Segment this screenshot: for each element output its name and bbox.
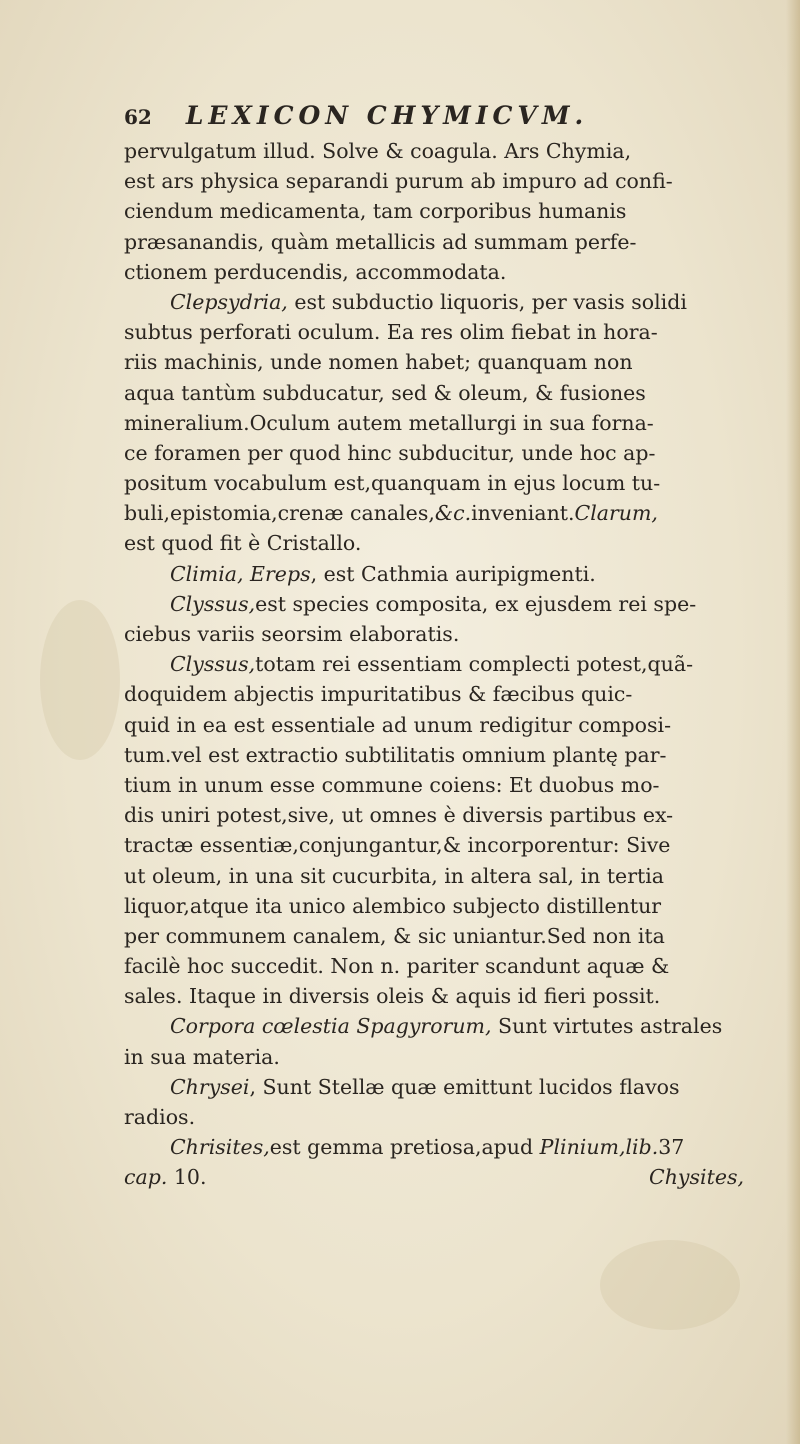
text-line bbox=[124, 378, 774, 408]
text-segment: subtus perforati oculum. Ea res olim fiebat in hora- bbox=[124, 320, 658, 345]
text-segment: ce foramen per quod hinc subducitur, unde hoc ap- bbox=[124, 440, 656, 465]
text-segment: , Sunt Stellæ quæ emittunt lucidos flavos bbox=[249, 1074, 680, 1099]
text-segment: aqua tantùm subducatur, sed & oleum, & fusiones bbox=[124, 380, 646, 405]
text-segment: ctionem perducendis, accommodata. bbox=[124, 259, 507, 284]
running-header bbox=[124, 96, 774, 136]
text-segment: inveniant. bbox=[471, 501, 575, 526]
text-segment: ciendum medicamenta, tam corporibus humanis bbox=[124, 199, 627, 224]
final-line bbox=[124, 1162, 744, 1192]
text-line bbox=[124, 559, 774, 589]
text-line bbox=[124, 1102, 774, 1132]
chapter-reference bbox=[124, 1162, 206, 1192]
text-line bbox=[124, 166, 774, 196]
text-segment: est gemma pretiosa,apud bbox=[269, 1135, 540, 1160]
text-line bbox=[124, 528, 774, 558]
page-text bbox=[124, 96, 774, 1193]
text-segment: radios. bbox=[124, 1105, 196, 1129]
text-segment: pervulgatum illud. Solve & coagula. Ars Chymia, bbox=[124, 139, 632, 163]
text-line bbox=[124, 861, 774, 891]
text-segment: est species composita, ex ejusdem rei spe- bbox=[255, 591, 697, 616]
text-segment: Sunt virtutes astrales bbox=[491, 1014, 723, 1039]
text-line bbox=[124, 317, 774, 347]
italic-term: Chrysei bbox=[170, 1074, 250, 1099]
text-segment: tractæ essentiæ,conjungantur,& incorporentur: Sive bbox=[124, 833, 671, 858]
text-segment: positum vocabulum est,quanquam in ejus locum tu- bbox=[124, 471, 661, 496]
text-segment: totam rei essentiam complecti potest,quã- bbox=[255, 652, 694, 677]
text-segment: facilè hoc succedit. Non n. pariter scandunt aquæ & bbox=[124, 954, 670, 979]
text-line bbox=[124, 589, 774, 619]
paper-stain bbox=[40, 600, 120, 760]
text-segment: doquidem abjectis impuritatibus & fæcibus quic- bbox=[124, 682, 633, 707]
text-line bbox=[124, 891, 774, 921]
italic-term: Clyssus, bbox=[170, 591, 256, 616]
text-line bbox=[124, 1072, 774, 1102]
text-line bbox=[124, 710, 774, 740]
text-segment: ciebus variis seorsim elaboratis. bbox=[124, 622, 460, 646]
text-line bbox=[124, 136, 774, 166]
text-segment: buli,epistomia,crenæ canales, bbox=[124, 501, 435, 526]
text-line bbox=[124, 196, 774, 226]
text-segment: mineralium.Oculum autem metallurgi in sua forna- bbox=[124, 410, 654, 435]
running-title: LEXICON CHYMICVM. bbox=[185, 101, 589, 130]
text-line bbox=[124, 1042, 774, 1072]
paper-stain bbox=[600, 1240, 740, 1330]
text-line bbox=[124, 649, 774, 679]
italic-term: &c. bbox=[434, 501, 472, 526]
text-segment: liquor,atque ita unico alembico subjecto distillentur bbox=[124, 893, 662, 918]
text-line bbox=[124, 921, 774, 951]
text-line bbox=[124, 830, 774, 860]
page-edge bbox=[786, 0, 800, 1444]
italic-term: Clepsydria, bbox=[170, 289, 288, 314]
text-segment: 37 bbox=[658, 1135, 685, 1160]
text-segment: riis machinis, unde nomen habet; quanquam non bbox=[124, 350, 633, 375]
text-line bbox=[124, 770, 774, 800]
text-line bbox=[124, 1011, 774, 1041]
text-segment: sales. Itaque in diversis oleis & aquis id fieri possit. bbox=[124, 984, 661, 1009]
text-line bbox=[124, 740, 774, 770]
italic-term: Clarum, bbox=[574, 501, 658, 526]
body-text bbox=[124, 136, 774, 1162]
text-line bbox=[124, 468, 774, 498]
text-line bbox=[124, 800, 774, 830]
text-line bbox=[124, 1132, 774, 1162]
text-segment: , est Cathmia auripigmenti. bbox=[310, 561, 596, 586]
text-segment: est quod fit è Cristallo. bbox=[124, 531, 362, 556]
page-number: 62 bbox=[124, 105, 152, 129]
text-segment: per communem canalem, & sic uniantur.Sed non ita bbox=[124, 923, 665, 948]
text-line bbox=[124, 619, 774, 649]
text-segment: ut oleum, in una sit cucurbita, in altera sal, in tertia bbox=[124, 863, 665, 888]
text-line bbox=[124, 287, 774, 317]
chapter-abbrev: cap. bbox=[124, 1165, 168, 1190]
text-line bbox=[124, 498, 774, 528]
italic-term: Chrisites, bbox=[170, 1135, 270, 1160]
italic-term: Plinium,lib. bbox=[539, 1135, 659, 1160]
text-line bbox=[124, 438, 774, 468]
chapter-number: 10. bbox=[173, 1165, 207, 1190]
text-segment: præsanandis, quàm metallicis ad summam perfe- bbox=[124, 229, 637, 254]
text-line bbox=[124, 227, 774, 257]
text-segment: tum.vel est extractio subtilitatis omnium plantę par- bbox=[124, 742, 667, 767]
catchword: Chysites, bbox=[649, 1165, 744, 1190]
text-segment: est subductio liquoris, per vasis solidi bbox=[287, 289, 687, 314]
text-segment: dis uniri potest,sive, ut omnes è diversis partibus ex- bbox=[124, 803, 674, 828]
italic-term: Corpora cœlestia Spagyrorum, bbox=[170, 1014, 492, 1039]
text-line bbox=[124, 257, 774, 287]
text-line bbox=[124, 347, 774, 377]
text-segment: tium in unum esse commune coiens: Et duobus mo- bbox=[124, 772, 660, 797]
italic-term: Clyssus, bbox=[170, 652, 256, 677]
text-segment: in sua materia. bbox=[124, 1044, 280, 1069]
text-segment: quid in ea est essentiale ad unum redigitur composi- bbox=[124, 712, 672, 737]
italic-term: Climia, Ereps bbox=[170, 561, 311, 586]
text-line bbox=[124, 981, 774, 1011]
text-line bbox=[124, 951, 774, 981]
text-line bbox=[124, 679, 774, 709]
text-line bbox=[124, 408, 774, 438]
text-segment: est ars physica separandi purum ab impuro ad confi- bbox=[124, 169, 673, 194]
